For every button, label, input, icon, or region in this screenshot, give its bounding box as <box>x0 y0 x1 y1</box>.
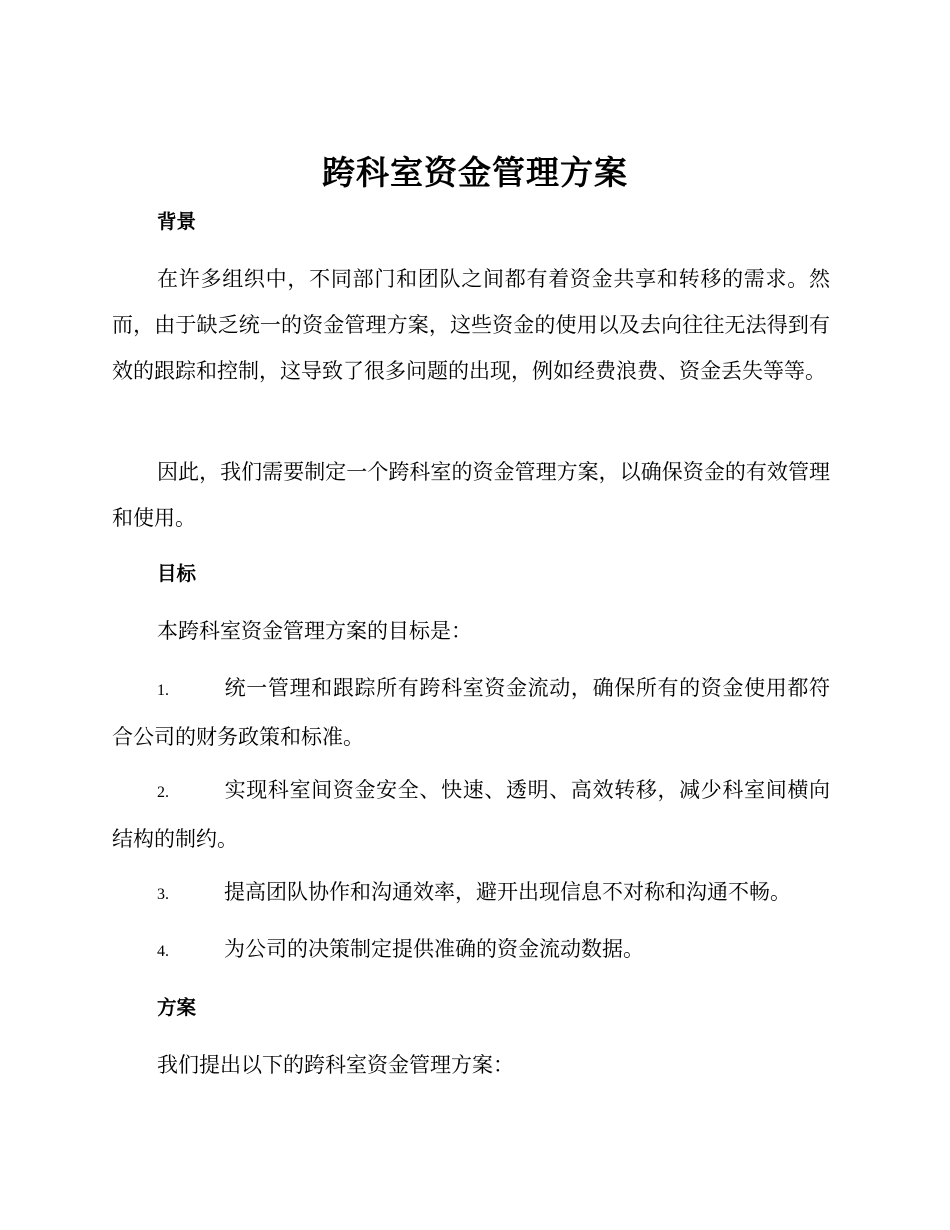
goal-item-4 <box>112 926 830 975</box>
goal-item-text: 实现科室间资金安全、快速、透明、高效转移，减少科室间横向结构的制约。 <box>112 778 830 851</box>
goal-item-text: 提高团队协作和沟通效率，避开出现信息不对称和沟通不畅。 <box>224 880 791 904</box>
goal-item-text: 统一管理和跟踪所有跨科室资金流动，确保所有的资金使用都符合公司的财务政策和标准。 <box>112 676 830 749</box>
background-paragraph-2: 因此，我们需要制定一个跨科室的资金管理方案，以确保资金的有效管理和使用。 <box>112 460 830 530</box>
goal-item-3 <box>112 869 830 918</box>
section-heading-goals: 目标 <box>157 562 197 585</box>
goals-intro: 本跨科室资金管理方案的目标是： <box>157 619 472 643</box>
goal-item-1 <box>112 665 830 760</box>
goal-item-2 <box>112 767 830 862</box>
goal-item-number: 2. <box>157 784 169 801</box>
document-title: 跨科室资金管理方案 <box>322 153 628 192</box>
section-heading-background: 背景 <box>157 210 197 233</box>
goal-item-number: 3. <box>157 886 169 903</box>
goal-item-number: 1. <box>157 682 169 699</box>
background-paragraph-1: 在许多组织中，不同部门和团队之间都有着资金共享和转移的需求。然而，由于缺乏统一的资金管理方案，这些资金的使用以及去向往往无法得到有效的跟踪和控制，这导致了很多问题的出现，例如经费浪费、资金丢失等等。 <box>112 267 830 383</box>
goal-item-text: 为公司的决策制定提供准确的资金流动数据。 <box>224 937 644 961</box>
section-heading-plan: 方案 <box>157 996 197 1019</box>
plan-intro: 我们提出以下的跨科室资金管理方案： <box>157 1053 514 1077</box>
goal-item-number: 4. <box>157 943 169 960</box>
